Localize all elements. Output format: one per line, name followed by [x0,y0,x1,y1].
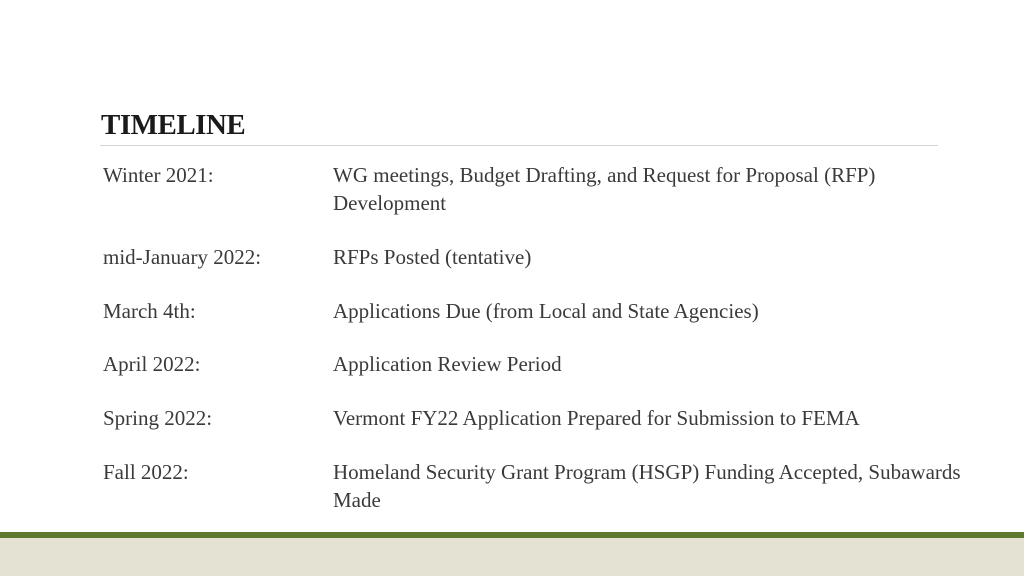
timeline-date: mid-January 2022: [103,245,262,269]
timeline-date: Spring 2022: [103,406,213,430]
timeline-event: Homeland Security Grant Program (HSGP) Funding Accepted, Subawards Made [333,460,961,512]
timeline-date: March 4th: [103,299,196,323]
timeline-date: Winter 2021: [103,163,214,187]
timeline-event: Application Review Period [333,352,562,376]
timeline-date: Fall 2022: [103,460,189,484]
timeline-event: Applications Due (from Local and State Agencies) [333,299,759,323]
slide-title: TIMELINE [101,109,246,141]
footer-band [0,538,1024,576]
timeline-event: Vermont FY22 Application Prepared for Submission to FEMA [333,406,860,430]
timeline-event: WG meetings, Budget Drafting, and Request for Proposal (RFP) Development [333,163,876,215]
timeline-date: April 2022: [103,352,201,376]
timeline-event: RFPs Posted (tentative) [333,245,532,269]
